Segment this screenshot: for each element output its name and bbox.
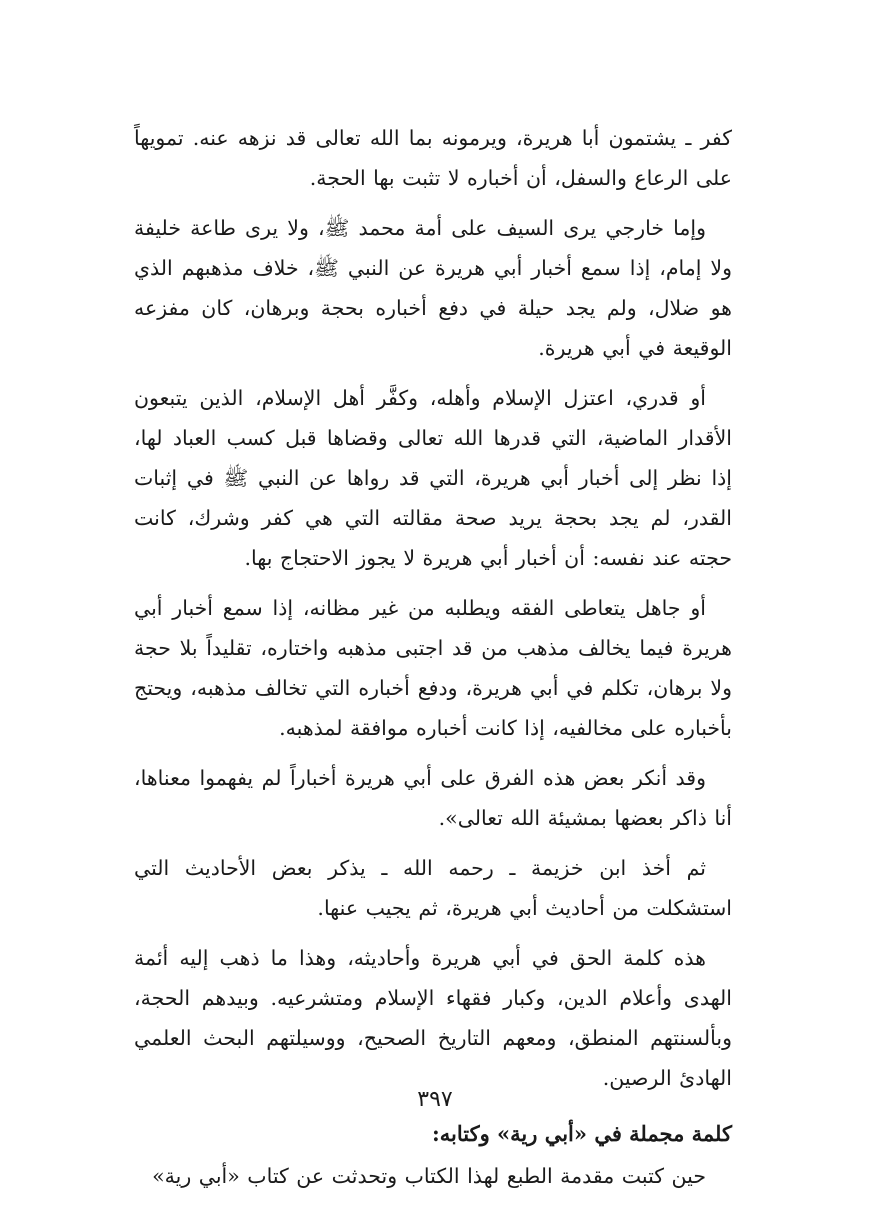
- page-number: ٣٩٧: [417, 1087, 453, 1112]
- paragraph-6: ثم أخذ ابن خزيمة ـ رحمه الله ـ يذكر بعض الأحاديث التي استشكلت من أحاديث أبي هريرة، ثم يجيب عنها.: [134, 856, 732, 920]
- paragraph-7: هذه كلمة الحق في أبي هريرة وأحاديثه، وهذا ما ذهب إليه أئمة الهدى وأعلام الدين، وكبار فقهاء الإسلام ومتشرعيه. وبيدهم الحجة، وبألسنتهم المنطق، ومعهم التاريخ الصحيح، ووسيلتهم البحث العلمي الهادئ الرصين.: [134, 946, 732, 1090]
- section-heading: كلمة مجملة في «أبي رية» وكتابه:: [431, 1121, 732, 1146]
- paragraph-3: أو قدري، اعتزل الإسلام وأهله، وكفَّر أهل الإسلام، الذين يتبعون الأقدار الماضية، التي قدرها الله تعالى وقضاها قبل كسب العباد لها، إذا نظر إلى أخبار أبي هريرة، التي قد رواها عن النبي ﷺ في إثبات القدر، لم يجد بحجة يريد صحة مقالته التي هي كفر وشرك، كانت حجته عند نفسه: أن أخبار أبي هريرة لا يجوز الاحتجاج بها.: [134, 386, 732, 570]
- paragraph-2: وإما خارجي يرى السيف على أمة محمد ﷺ، ولا يرى طاعة خليفة ولا إمام، إذا سمع أخبار أبي هريرة عن النبي ﷺ، خلاف مذهبهم الذي هو ضلال، ولم يجد حيلة في دفع أخباره بحجة وبرهان، كان مفزعه الوقيعة في أبي هريرة.: [134, 216, 732, 360]
- paragraph-4: أو جاهل يتعاطى الفقه ويطلبه من غير مظانه، إذا سمع أخبار أبي هريرة فيما يخالف مذهب من قد اجتبى مذهبه واختاره، تقليداً بلا حجة ولا برهان، تكلم في أبي هريرة، ودفع أخباره التي تخالف مذهبه، ويحتج بأخباره على مخالفيه، إذا كانت أخباره موافقة لمذهبه.: [134, 596, 732, 740]
- paragraph-5: وقد أنكر بعض هذه الفرق على أبي هريرة أخباراً لم يفهموا معناها، أنا ذاكر بعضها بمشيئة الله تعالى».: [134, 766, 732, 830]
- page-body: [134, 118, 732, 1206]
- paragraph-8: حين كتبت مقدمة الطبع لهذا الكتاب وتحدثت عن كتاب «أبي رية»: [152, 1164, 706, 1188]
- paragraph-1: كفر ـ يشتمون أبا هريرة، ويرمونه بما الله تعالى قد نزهه عنه. تمويهاً على الرعاع والسفل، أن أخباره لا تثبت بها الحجة.: [134, 126, 732, 190]
